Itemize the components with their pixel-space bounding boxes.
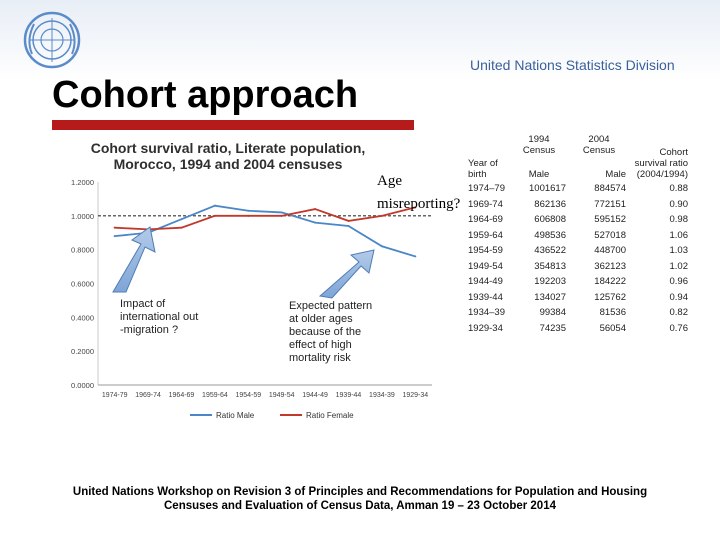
cell-ratio: 0.88 xyxy=(669,183,688,195)
migration-line: Impact of xyxy=(120,298,166,310)
cell-male-2004: 595152 xyxy=(594,214,626,226)
table-row xyxy=(465,259,691,275)
x-tick-label: 1964-69 xyxy=(168,392,195,399)
cell-male-1994: 498536 xyxy=(534,229,566,241)
cell-male-2004: 56054 xyxy=(599,322,626,334)
cell-ratio: 1.02 xyxy=(669,260,688,272)
migration-line: -migration ? xyxy=(120,324,179,336)
cell-ratio: 1.06 xyxy=(669,229,688,241)
x-tick-label: 1929-34 xyxy=(402,392,429,399)
legend-label: Ratio Male xyxy=(216,411,255,420)
cell-ratio: 0.96 xyxy=(669,276,688,288)
cell-year: 1934–39 xyxy=(468,307,505,319)
cell-ratio: 0.76 xyxy=(669,322,688,334)
col-header-ratio: Cohort survival ratio (2004/1994) xyxy=(634,147,688,180)
age-note-line-2: misreporting? xyxy=(377,196,461,212)
footer-line-2: Censuses and Evaluation of Census Data, Amman 19 – 23 October 2014 xyxy=(164,500,556,512)
col-subheader-male-2004: Male xyxy=(605,169,626,180)
cell-year: 1959-64 xyxy=(468,229,503,241)
cell-year: 1944-49 xyxy=(468,276,503,288)
y-tick-label: 0.8000 xyxy=(71,245,94,255)
col-header-2004: 2004 Census xyxy=(582,134,616,156)
x-tick-label: 1974-79 xyxy=(101,392,128,399)
cell-male-1994: 436522 xyxy=(534,245,566,257)
pattern-line: at older ages xyxy=(289,313,353,325)
cell-ratio: 0.82 xyxy=(669,307,688,319)
table-row xyxy=(465,197,691,213)
cell-male-1994: 134027 xyxy=(534,291,566,303)
pattern-line: because of the xyxy=(289,326,362,338)
x-tick-label: 1969-74 xyxy=(135,392,161,399)
cell-male-2004: 772151 xyxy=(594,198,626,210)
cell-male-1994: 74235 xyxy=(539,322,566,334)
page-title: Cohort approach xyxy=(52,74,359,116)
cell-ratio: 0.94 xyxy=(669,291,688,303)
table-row xyxy=(465,212,691,228)
y-tick-label: 1.0000 xyxy=(71,211,94,221)
cell-year: 1949-54 xyxy=(468,260,503,272)
table-row xyxy=(465,274,691,290)
cohort-data-table xyxy=(465,133,691,336)
y-tick-label: 0.2000 xyxy=(71,347,94,357)
cell-ratio: 0.90 xyxy=(669,198,688,210)
chart-title-line-2: Morocco, 1994 and 2004 censuses xyxy=(113,156,343,172)
arrow-up-right-icon xyxy=(320,250,374,298)
arrow-up-left-icon xyxy=(113,227,155,292)
age-note-line-1: Age xyxy=(377,173,402,189)
cell-male-2004: 448700 xyxy=(594,245,626,257)
table-row xyxy=(465,181,691,197)
col-header-year: Year of birth xyxy=(468,158,498,180)
table-row xyxy=(465,290,691,306)
footer-line-1: United Nations Workshop on Revision 3 of Principles and Recommendations for Population and Housing xyxy=(72,486,648,498)
x-tick-label: 1934-39 xyxy=(369,392,395,399)
x-tick-label: 1959-64 xyxy=(202,392,228,399)
table-header-row xyxy=(465,133,691,157)
y-tick-label: 0.4000 xyxy=(71,313,94,323)
x-tick-label: 1944-49 xyxy=(302,392,328,399)
x-tick-label: 1939-44 xyxy=(335,392,362,399)
footer xyxy=(30,485,690,513)
cell-male-1994: 1001617 xyxy=(529,183,566,195)
table-row xyxy=(465,243,691,259)
table-row xyxy=(465,305,691,321)
cell-male-1994: 99384 xyxy=(539,307,566,319)
cell-male-2004: 81536 xyxy=(599,307,626,319)
cell-year: 1969-74 xyxy=(468,198,503,210)
migration-line: international out xyxy=(120,311,199,323)
col-subheader-male-1994: Male xyxy=(528,169,550,180)
legend-label: Ratio Female xyxy=(306,411,354,420)
y-tick-label: 1.2000 xyxy=(71,178,94,187)
x-tick-label: 1949-54 xyxy=(268,392,295,399)
cell-ratio: 0.98 xyxy=(669,214,688,226)
cell-male-2004: 362123 xyxy=(594,260,626,272)
x-tick-label: 1954-59 xyxy=(235,392,262,399)
col-header-1994: 1994 Census xyxy=(522,134,556,156)
y-tick-label: 0.0000 xyxy=(71,381,94,390)
cell-year: 1974–79 xyxy=(468,183,505,195)
cell-ratio: 1.03 xyxy=(669,245,688,257)
cell-year: 1954-59 xyxy=(468,245,503,257)
chart-title-line-1: Cohort survival ratio, Literate population, xyxy=(90,140,366,156)
table-row xyxy=(465,228,691,244)
cell-male-2004: 527018 xyxy=(594,229,626,241)
pattern-line: mortality risk xyxy=(289,352,351,364)
cell-year: 1964-69 xyxy=(468,214,503,226)
cell-male-2004: 125762 xyxy=(594,291,626,303)
cell-male-2004: 884574 xyxy=(594,183,626,195)
cell-male-1994: 606808 xyxy=(534,214,566,226)
pattern-line: effect of high xyxy=(289,339,352,351)
organization-name: United Nations Statistics Division xyxy=(470,57,675,73)
cell-male-1994: 192203 xyxy=(534,276,566,288)
y-tick-label: 0.6000 xyxy=(71,279,94,289)
cell-year: 1939-44 xyxy=(468,291,503,303)
cell-year: 1929-34 xyxy=(468,322,503,334)
cell-male-1994: 354813 xyxy=(534,260,566,272)
pattern-line: Expected pattern xyxy=(289,300,373,312)
table-row xyxy=(465,321,691,337)
cell-male-1994: 862136 xyxy=(534,198,566,210)
cell-male-2004: 184222 xyxy=(594,276,626,288)
